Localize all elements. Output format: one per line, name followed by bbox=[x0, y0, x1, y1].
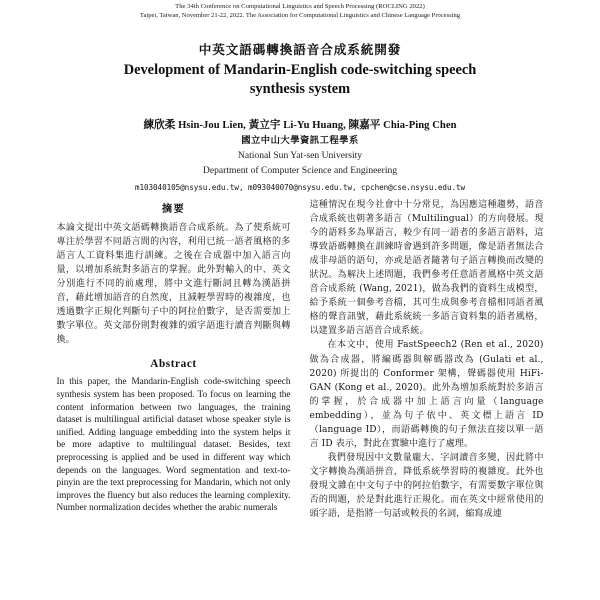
right-column bbox=[310, 198, 544, 521]
author-names: 練欣柔 Hsin-Jou Lien, 黃立宇 Li-Yu Huang, 陳嘉平 Chia-Ping Chen bbox=[143, 120, 457, 132]
affiliation-chinese: 國立中山大學資訊工程學系 bbox=[241, 135, 359, 147]
body-columns bbox=[0, 198, 600, 521]
authors-block bbox=[0, 118, 600, 193]
conference-header-line-1: The 34th Conference on Computational Linguistics and Speech Processing (ROCLING 2022) bbox=[175, 3, 425, 10]
affiliation-english-university: National Sun Yat-sen University bbox=[237, 150, 363, 162]
abstract-chinese-body: 本論文提出中英文語碼轉換語音合成系統。為了使系統可專注於學習不同語言間的內容，利用已統一語者風格的多語言人工資料集進行訓練。之後在合成器中加入語言向量，以增加系統對多語言的掌握。此外對輸入的中、英文分別進行不同的前處理，將中文進行斷詞且轉為漢語拼音，藉此增加語音的自然度，且減輕學習時的複雜度，也透過數字正規化判斷句子中的阿拉伯數字，是否需要加上數字單位。英文部份則對複雜的頭字語進行讀音判斷與轉換。 bbox=[56, 223, 291, 346]
conference-header-line-2: Taipei, Taiwan, November 21-22, 2022. The Association for Computational Linguistics and Chinese Language Processing bbox=[139, 11, 461, 19]
paper-title-english bbox=[0, 61, 600, 99]
left-column bbox=[57, 198, 291, 521]
abstract-english-body: In this paper, the Mandarin-English code-switching speech synthesis system has been proposed. To focus on learning the content information between two languages, the training dataset is multilingual artificial dataset whose speaker style is unified. Adding language embedding into the system helps it be more adaptive to multilingual dataset. Besides, text preprocessing is applied and be used in different way which depends on the languages. Word segmentation and text-to-pinyin are the text preprocessing for Mandarin, which not only improves the fluency but also reduces the learning complexity. Number normalization decides whether the arabic numerals bbox=[56, 377, 291, 514]
paper-title-english-line-1: Development of Mandarin-English code-switching speech bbox=[123, 62, 477, 79]
affiliation-english-department: Department of Computer Science and Engineering bbox=[202, 165, 398, 177]
abstract-chinese-heading: 摘要 bbox=[161, 203, 186, 215]
paper-title-english-line-2: synthesis system bbox=[249, 81, 351, 98]
right-column-paragraph-2: 在本文中，使用 FastSpeech2 (Ren et al., 2020) 做為合成器，將編碼器與解碼器改為 (Gulati et al., 2020) 所提出的 Conformer 架構，聲碼器使用 HiFi-GAN (Kong et al., 2020)。此外為增加系統對於多語言的掌握，於合成器中加上語言向量（language embedding），並為句子依中、英文標上語言 ID（language ID），而語碼轉換的句子無法直接以單一語言 ID 表示，對此在實驗中進行了處理。 bbox=[309, 340, 544, 449]
conference-header bbox=[0, 0, 600, 20]
right-column-paragraph-1: 這種情況在現今社會中十分常見，為因應這種趨勢，語音合成系統也朝著多語言（Multilingual）的方向發展。現今的語料多為單語言，較少有同一語者的多語言語料，這導致語碼轉換在訓練時會遇到許多問題，像是語者無法合成非母語的語句，亦或是語者隨著句子語言轉換而改變的狀況。為解決上述問題，我們參考任意語者風格中英文語音合成系統 (Wang, 2021)，做為我們的資料生成模型，給予系統一個參考音檔，其可生成與參考音檔相同語者風格的聲音訊號，藉此系統統一多語言資料集的語者風格，以建置多語言語音合成系統。 bbox=[309, 200, 544, 337]
right-column-paragraph-3: 我們發現因中文數量龐大、字詞讀音多變，因此將中文字轉換為漢語拼音，降低系統學習時的複雜度。此外也發現文雜在中文句子中的阿拉伯數字，有需要數字單位與否的問題，於是對此進行正規化。而在英文中經常使用的頭字語，是指將一句話或較長的名詞，縮寫成連 bbox=[309, 452, 544, 520]
author-emails[interactable]: m103040105@nsysu.edu.tw, m093040070@nsysu.edu.tw, cpchen@cse.nsysu.edu.tw bbox=[134, 182, 466, 192]
abstract-english-heading: Abstract bbox=[150, 358, 197, 371]
paper-title-chinese: 中英文語碼轉換語音合成系統開發 bbox=[198, 42, 402, 58]
paper-title-block bbox=[0, 42, 600, 99]
